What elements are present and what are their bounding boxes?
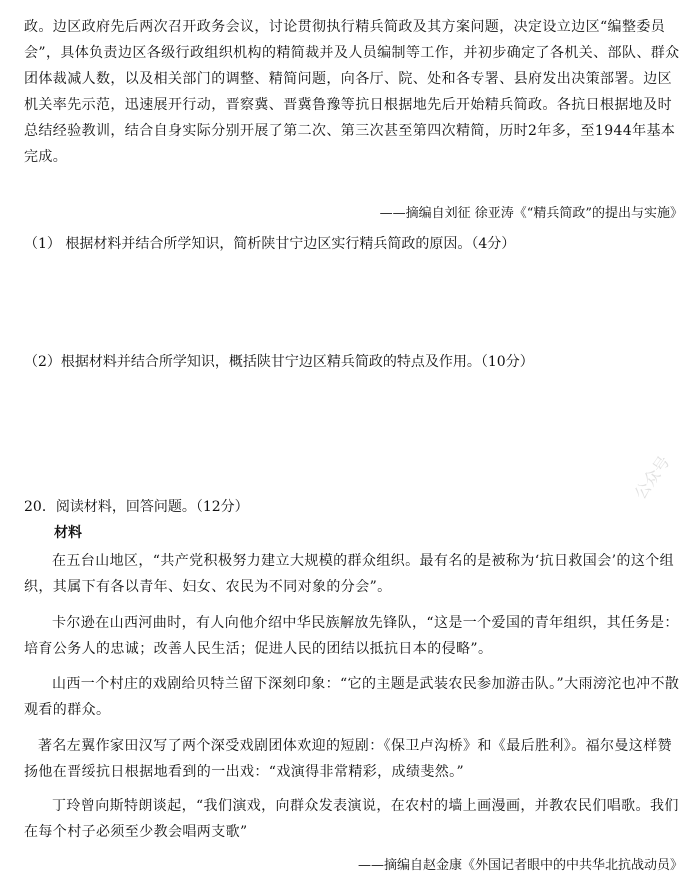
material-paragraph-2: 卡尔逊在山西河曲时，有人向他介绍中华民族解放先锋队，“这是一个爱国的青年组织，其任务是：培育公务人的忠诚；改善人民生活；促进人民的团结以抵抗日本的侵略”。: [24, 615, 679, 657]
material-source-citation: ——摘编自刘征 徐亚涛《“精兵简政”的提出与实施》: [379, 206, 683, 221]
material-paragraph-1: 在五台山地区，“共产党积极努力建立大规模的群众组织。最有名的是被称为‘抗日救国会’的这个组织，其属下有各以青年、妇女、农民为不同对象的分会”。: [24, 553, 675, 595]
material-paragraph-continued: 政。边区政府先后两次召开政务会议，讨论贯彻执行精兵简政及其方案问题，决定设立边区“编整委员会”，具体负责边区各级行政组织机构的精简裁并及人员编制等工作，并初步确定了各机关、部队、群众团体裁减人数，以及相关部门的调整、精简问题，向各厅、院、处和各专署、县府发出决策部署。边区机关率先示范，迅速展开行动，晋察冀、晋冀鲁豫等抗日根据地先后开始精兵简政。各抗日根据地及时总结经验教训，结合自身实际分别开展了第二次、第三次甚至第四次精简，历时2年多，至1944年基本完成。: [24, 19, 680, 165]
question-20-source-citation: ——摘编自赵金康《外国记者眼中的中共华北抗战动员》: [357, 858, 683, 873]
question-20-heading: 20．阅读材料，回答问题。（12分）: [24, 499, 249, 515]
material-paragraph-3: 山西一个村庄的戏剧给贝特兰留下深刻印象：“它的主题是武装农民参加游击队。”大雨滂沱也冲不散观看的群众。: [24, 676, 680, 718]
material-paragraph-4: 著名左翼作家田汉写了两个深受戏剧团体欢迎的短剧：《保卫卢沟桥》和《最后胜利》。福尔曼这样赞扬他在晋绥抗日根据地看到的一出戏：“戏演得非常精彩，成绩斐然。”: [24, 738, 672, 780]
question-1: （1） 根据材料并结合所学知识，简析陕甘宁边区实行精兵简政的原因。（4分）: [24, 236, 516, 252]
material-paragraph-5: 丁玲曾向斯特朗谈起，“我们演戏，向群众发表演说，在农村的墙上画漫画，并教农民们唱歌。我们在每个村子必须至少教会唱两支歌”: [24, 798, 679, 840]
watermark-text: 公众号: [630, 452, 674, 503]
question-2: （2）根据材料并结合所学知识，概括陕甘宁边区精兵简政的特点及作用。（10分）: [24, 354, 534, 370]
material-label: 材料: [54, 525, 82, 541]
